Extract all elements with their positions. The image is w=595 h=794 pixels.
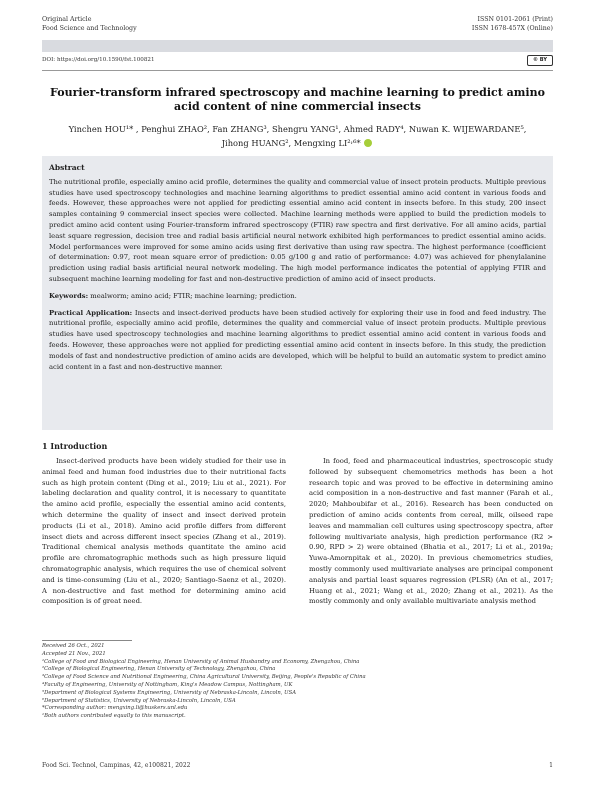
affiliation-1: ¹College of Food and Biological Engineering, Henan University of Animal Husbandry and Economy, Zhengzhou, China	[42, 658, 360, 665]
accepted-date: Accepted 21 Nov., 2021	[42, 650, 106, 657]
article-title: Fourier-transform infrared spectroscopy and machine learning to predict amino acid content of nine commercial insects	[50, 86, 545, 113]
header-left	[42, 16, 137, 33]
received-date: Received 26 Oct., 2021	[42, 643, 105, 649]
abstract-box	[42, 156, 553, 430]
keywords: Keywords: mealworm; amino acid; FTIR; machine learning; prediction.	[49, 291, 297, 300]
doi-link[interactable]: DOI: https://doi.org/10.1590/fst.100821	[42, 57, 155, 63]
author-list	[42, 122, 553, 150]
affiliation-2: ²College of Biological Engineering, Henan University of Technology, Zhengzhou, China	[42, 666, 276, 673]
issn-online: ISSN 1678-457X (Online)	[471, 24, 553, 32]
abstract-text: The nutritional profile, especially amino acid profile, determines the quality and commercial value of insect protein products. Multiple previous studies have used spectroscopy technologies and machine learning algorithms to predict essential amino acid content in various foods and feeds. However, these approaches were not applied for predicting essential amino acid content in insects before. In this study, 200 insect samples containing 9 commercial insect species were collected. Machine learning methods were applied to build the prediction models to predict amino acid content using Fourier-transform infrared spectroscopy (FTIR) raw spectra and first derivative. For all amino acids, partial least square regression, decision tree and radial basis artificial neural network exhibited high performances to predict essential amino acids. Model performances were improved for some amino acids using first derivative than using raw spectra. The highest performance (coefficient of determination: 0.97, root mean square error of prediction: 0.05 g/100 g and ratio of performance: 4.07) was achieved for phenylalanine prediction using radial basis artificial neural network modeling. The high model performance indicates the potential of applying FTIR and subsequent machine learning modeling for fast and non-destructive prediction of amino acid of insect products.	[49, 177, 546, 283]
affiliation-4: ⁴Faculty of Engineering, University of Nottingham, King's Meadow Campus, Nottingham, UK	[42, 681, 293, 688]
issn-print: ISSN 0101-2061 (Print)	[477, 16, 553, 23]
equal-contribution-note: ¹Both authors contributed equally to this manuscript.	[42, 713, 186, 720]
page-number: 1	[549, 762, 553, 769]
article-type: Original Article	[42, 16, 92, 23]
intro-column-right	[309, 456, 553, 607]
intro-paragraph-2: In food, feed and pharmaceutical industries, spectroscopic study followed by subsequent chemometrics methods has been a hot research topic and was proved to be effective in determining amino acid composition in a non-destructive and fast manner (Farah et al., 2020; Mahboubifar et al., 2016). Research has been conducted on prediction of amino acids contents from cereal, milk, oilseed rape leaves and mammalian cell cultures using spectroscopy spectra, after following multivariate analysis, high prediction performance (R2 > 0.90, RPD > 2) were obtained (Bhatia et al., 2017; Li et al., 2019a; Yuwa-Amornpitak et al., 2020). In previous chemometrics studies, mostly commonly used multivariate analyses are principal component analysis and partial least squares regression (PLSR) (An et al., 2017; Huang et al., 2021; Wang et al., 2020; Zhang et al., 2021). As the mostly commonly and only available multivariate analysis method	[309, 457, 553, 606]
cc-icon: ©	[533, 57, 540, 63]
abstract-heading: Abstract	[49, 163, 85, 172]
cc-license-badge[interactable]: © BY	[527, 55, 553, 66]
header-rule	[42, 70, 553, 71]
footnote-rule	[42, 640, 132, 641]
footer-citation: Food Sci. Technol, Campinas, 42, e100821, 2022	[42, 762, 191, 769]
practical-application: Practical Application: Insects and insect-derived products have been studied actively for exploring their use in food and feed industry. The nutritional profile, especially amino acid profile, determines the quality and commercial value of insect protein products. Multiple previous studies have used spectroscopy technologies and machine learning algorithms to predict essential amino acid content in various foods and feeds. However, these approaches were not applied for predicting essential amino acid content in insects before. In this study, the prediction models of fast and nondestructive prediction of amino acids are developed, which will be helpful to build an automatic system to predict amino acid content in a fast and non-destructive manner.	[49, 308, 546, 371]
section-heading-introduction: 1 Introduction	[42, 441, 108, 451]
orcid-icon[interactable]	[364, 139, 372, 147]
corresponding-author: *Corresponding author: mengxing.li@huskers.unl.edu	[42, 705, 188, 712]
authors-line-1: Yinchen HOU¹* , Penghui ZHAO², Fan ZHANG³, Shengru YANG¹, Ahmed RADY⁴, Nuwan K. WIJEWARDANE⁵,	[68, 124, 527, 134]
affiliation-5: ⁵Department of Biological Systems Engineering, University of Nebraska-Lincoln, Lincoln, USA	[42, 689, 297, 696]
header-right	[472, 16, 553, 33]
footnotes	[42, 643, 553, 721]
header-band	[42, 40, 553, 52]
intro-paragraph-1: Insect-derived products have been widely studied for their use in animal feed and human food industries due to their nutritional facts such as high protein content (Ding et al., 2019; Liu et al., 2021). For labeling declaration and quality control, it is necessary to quantitate the amino acid profile, especially the essential amino acid contents, which determine the quality of insect and insect derived protein products (Li et al., 2018). Amino acid profile differs from different insect diets and across different insect species (Zhang et al., 2019). Traditional chemical analysis methods quantitate the amino acid profile are chromatographic methods such as high pressure liquid chromatographic analysis, which requires the use of chemical solvent and is time-consuming (Liu et al., 2020; Santiago-Saenz et al., 2020). A non-destructive and fast method for determining amino acid composition is of great need.	[42, 457, 286, 606]
journal-name: Food Science and Technology	[42, 24, 137, 32]
affiliation-6: ⁶Department of Statistics, University of Nebraska-Lincoln, Lincoln, USA	[42, 697, 236, 704]
affiliation-3: ³College of Food Science and Nutritional Engineering, China Agricultural University, Beijing, People's Republic of China	[42, 674, 366, 681]
intro-column-left	[42, 456, 286, 607]
authors-line-2: Jihong HUANG², Mengxing LI²˒⁶*	[221, 138, 361, 148]
